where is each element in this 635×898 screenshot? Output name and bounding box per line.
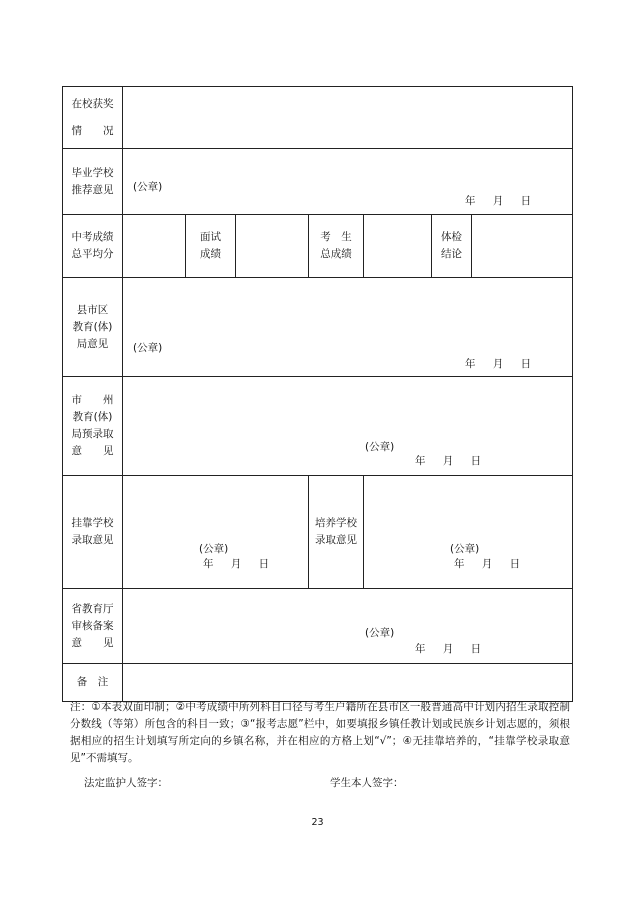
physical-exam-label: 体检 结论: [432, 215, 472, 278]
seal-text: (公章): [450, 543, 480, 555]
school-recommendation-field[interactable]: [123, 149, 573, 215]
province-review-field[interactable]: [123, 589, 573, 664]
form-notes: 注：①本表双面印制；②中考成绩中所列科目口径与考生户籍所在县市区一般普通高中计划内招生录取控制分数线（等第）所包含的科目一致；③“报考志愿”栏中，如要填报乡镇任教计划或民族乡计划志愿的，须根据相应的招生计划填写所定向的乡镇名称，并在相应的方格上划“√”；④无挂靠培养的，“挂靠学校录取意见”不需填写。: [70, 701, 570, 764]
awards-label: 在校获奖 情 况: [63, 87, 123, 149]
province-review-row: [63, 589, 573, 664]
total-score-field[interactable]: [364, 215, 432, 278]
interview-score-label: 面试 成绩: [186, 215, 236, 278]
seal-text: (公章): [133, 342, 163, 354]
remarks-label: 备 注: [63, 664, 123, 702]
awards-field[interactable]: [123, 87, 573, 149]
county-bureau-label: 县市区 教育(体) 局意见: [63, 278, 123, 377]
date-text: 年 月 日: [465, 358, 532, 370]
interview-score-field[interactable]: [236, 215, 309, 278]
remarks-field[interactable]: [123, 664, 573, 702]
school-recommendation-row: [63, 149, 573, 215]
seal-text: (公章): [365, 627, 395, 639]
remarks-row: [63, 664, 573, 702]
city-bureau-label: 市 州 教育(体) 局预录取 意 见: [63, 377, 123, 476]
scores-row: [63, 215, 573, 278]
school-recommendation-label: 毕业学校 推荐意见: [63, 149, 123, 215]
exam-average-field[interactable]: [123, 215, 186, 278]
training-school-field[interactable]: [364, 476, 573, 589]
seal-text: (公章): [365, 441, 395, 453]
date-text: 年 月 日: [415, 643, 482, 655]
guardian-signature: 法定监护人签字：: [84, 777, 168, 789]
city-bureau-field[interactable]: [123, 377, 573, 476]
county-bureau-row: [63, 278, 573, 377]
exam-average-label: 中考成绩 总平均分: [63, 215, 123, 278]
training-school-label: 培养学校 录取意见: [309, 476, 364, 589]
total-score-label: 考 生 总成绩: [309, 215, 364, 278]
awards-row: [63, 87, 573, 149]
seal-text: (公章): [133, 181, 163, 193]
affiliated-school-label: 挂靠学校 录取意见: [63, 476, 123, 589]
application-form-table: [62, 86, 573, 702]
date-text: 年 月 日: [415, 455, 482, 467]
province-review-label: 省教育厅 审核备案 意 见: [63, 589, 123, 664]
physical-exam-field[interactable]: [472, 215, 573, 278]
date-text: 年 月 日: [454, 558, 521, 570]
county-bureau-field[interactable]: [123, 278, 573, 377]
admission-opinion-row: [63, 476, 573, 589]
seal-text: (公章): [199, 543, 229, 555]
student-signature: 学生本人签字：: [330, 777, 404, 789]
page-number: 23: [311, 817, 324, 828]
city-bureau-row: [63, 377, 573, 476]
date-text: 年 月 日: [465, 195, 532, 207]
affiliated-school-field[interactable]: [123, 476, 309, 589]
date-text: 年 月 日: [203, 558, 270, 570]
